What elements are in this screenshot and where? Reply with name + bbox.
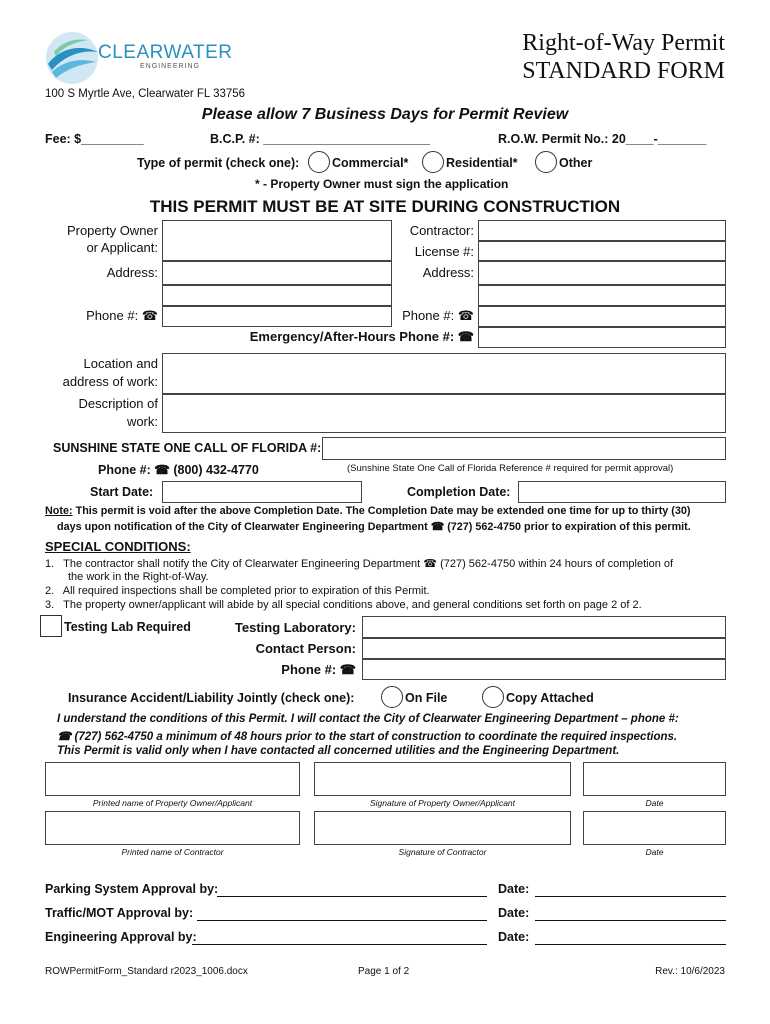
agreement-line-1: I understand the conditions of this Permit. I will contact the City of Clearwater Engineering Department – phone #: xyxy=(57,713,679,725)
contractor-address-input-2[interactable] xyxy=(478,285,726,306)
residential-label: Residential* xyxy=(446,156,518,170)
fee-field[interactable]: Fee: $_________ xyxy=(45,132,144,146)
phone-icon: ☎ xyxy=(57,731,72,743)
engineering-approval-line[interactable] xyxy=(192,944,487,945)
license-label: License #: xyxy=(414,244,474,259)
owner-name-input[interactable] xyxy=(162,220,392,261)
site-banner: THIS PERMIT MUST BE AT SITE DURING CONSTRUCTION xyxy=(149,197,621,216)
logo-sub: ENGINEERING xyxy=(140,63,201,70)
license-input[interactable] xyxy=(478,241,726,261)
sunshine-phone-label: Phone #: xyxy=(98,463,151,477)
footer-filename: ROWPermitForm_Standard r2023_1006.docx xyxy=(45,966,248,977)
testing-laboratory-input[interactable] xyxy=(362,616,726,638)
owner-signature-caption: Signature of Property Owner/Applicant xyxy=(369,798,516,808)
office-address: 100 S Myrtle Ave, Clearwater FL 33756 xyxy=(45,88,246,100)
contractor-printed-name-caption: Printed name of Contractor xyxy=(121,847,224,857)
permit-type-label: Type of permit (check one): xyxy=(137,156,300,170)
location-label-1: Location and xyxy=(83,356,158,371)
start-date-input[interactable] xyxy=(162,481,362,503)
emergency-phone-label: Emergency/After-Hours Phone #: ☎ xyxy=(250,329,474,345)
traffic-date-label: Date: xyxy=(498,906,530,920)
owner-phone-label: Phone #: ☎ xyxy=(86,308,158,324)
contractor-printed-name-input[interactable] xyxy=(45,811,300,845)
owner-date-input[interactable] xyxy=(583,762,726,796)
testing-laboratory-label: Testing Laboratory: xyxy=(234,620,356,635)
owner-label-1: Property Owner xyxy=(66,223,158,238)
condition-num: 3. xyxy=(45,599,55,611)
sunshine-phone-number: (800) 432-4770 xyxy=(173,463,259,477)
location-input[interactable] xyxy=(162,353,726,394)
condition-text: (727) 562-4750 within 24 hours of completion of xyxy=(440,558,674,570)
start-date-label: Start Date: xyxy=(90,485,154,499)
agreement-line-2 xyxy=(57,729,677,743)
commercial-radio[interactable] xyxy=(308,151,330,173)
page-title: Right-of-Way Permit xyxy=(522,30,725,56)
testing-lab-label: Testing Lab Required xyxy=(64,620,191,634)
condition-text: The property owner/applicant will abide by all special conditions above, and general conditions set forth on page 2 of 2. xyxy=(63,599,642,611)
logo-swoosh-icon xyxy=(44,30,100,86)
on-file-label: On File xyxy=(405,691,448,705)
contractor-signature-input[interactable] xyxy=(314,811,571,845)
copy-attached-label: Copy Attached xyxy=(506,691,594,705)
condition-item xyxy=(45,599,642,611)
condition-text: The contractor shall notify the City of Clearwater Engineering Department xyxy=(63,558,421,570)
owner-address-input-1[interactable] xyxy=(162,261,392,285)
contact-person-input[interactable] xyxy=(362,638,726,659)
page-subtitle: STANDARD FORM xyxy=(522,58,725,84)
special-conditions-title: SPECIAL CONDITIONS: xyxy=(45,539,191,554)
row-permit-field[interactable]: R.O.W. Permit No.: 20____-_______ xyxy=(498,132,707,146)
engineering-date-label: Date: xyxy=(498,930,530,944)
engineering-approval-label: Engineering Approval by: xyxy=(45,930,197,944)
note-line-1: This permit is void after the above Completion Date. The Completion Date may be extended one time for up to thirty (30) xyxy=(72,505,691,517)
owner-sign-note: * - Property Owner must sign the application xyxy=(255,177,509,191)
parking-approval-label: Parking System Approval by: xyxy=(45,882,219,896)
on-file-radio[interactable] xyxy=(381,686,403,708)
traffic-approval-label: Traffic/MOT Approval by: xyxy=(45,906,194,920)
contractor-name-input[interactable] xyxy=(478,220,726,241)
parking-approval-line[interactable] xyxy=(217,896,487,897)
contractor-address-label: Address: xyxy=(422,265,474,280)
condition-num: 2. xyxy=(45,585,55,597)
completion-date-input[interactable] xyxy=(518,481,726,503)
owner-date-caption: Date xyxy=(645,798,664,808)
description-label-2: work: xyxy=(126,414,158,429)
contact-person-label: Contact Person: xyxy=(255,641,356,656)
condition-item xyxy=(45,557,673,570)
logo-name: CLEARWATER xyxy=(98,42,233,63)
note-line-2b: (727) 562-4750 prior to expiration of this permit. xyxy=(447,521,691,533)
copy-attached-radio[interactable] xyxy=(482,686,504,708)
contractor-phone-label: Phone #: ☎ xyxy=(402,308,474,324)
sunshine-label: SUNSHINE STATE ONE CALL OF FLORIDA #: xyxy=(53,441,322,455)
contractor-address-input-1[interactable] xyxy=(478,261,726,285)
parking-date-label: Date: xyxy=(498,882,530,896)
note-label: Note: xyxy=(45,505,73,517)
note-line-2a: days upon notification of the City of Clearwater Engineering Department xyxy=(57,521,428,533)
owner-address-label: Address: xyxy=(106,265,158,280)
bcp-field[interactable]: B.C.P. #: ________________________ xyxy=(210,132,431,146)
owner-signature-input[interactable] xyxy=(314,762,571,796)
testing-lab-checkbox[interactable] xyxy=(40,615,62,637)
review-note: Please allow 7 Business Days for Permit Review xyxy=(201,106,569,123)
logo xyxy=(44,30,234,86)
location-label-2: address of work: xyxy=(62,374,158,389)
phone-icon: ☎ xyxy=(423,558,437,570)
description-input[interactable] xyxy=(162,394,726,433)
phone-icon: ☎ xyxy=(430,521,445,533)
owner-address-input-2[interactable] xyxy=(162,285,392,306)
testing-phone-label: Phone #: ☎ xyxy=(281,662,356,678)
contractor-label: Contractor: xyxy=(409,223,474,238)
condition-item-cont: the work in the Right-of-Way. xyxy=(68,571,209,583)
void-note-2 xyxy=(57,520,691,533)
residential-radio[interactable] xyxy=(422,151,444,173)
traffic-date-line[interactable] xyxy=(535,920,726,921)
footer-revision: Rev.: 10/6/2023 xyxy=(655,966,725,977)
emergency-phone-input[interactable] xyxy=(478,327,726,348)
condition-text: All required inspections shall be completed prior to expiration of this Permit. xyxy=(62,585,430,597)
testing-phone-input[interactable] xyxy=(362,659,726,680)
other-label: Other xyxy=(559,156,593,170)
description-label-1: Description of xyxy=(78,396,158,411)
condition-item xyxy=(45,585,430,597)
owner-printed-name-caption: Printed name of Property Owner/Applicant xyxy=(92,798,253,808)
contractor-date-input[interactable] xyxy=(583,811,726,845)
commercial-label: Commercial* xyxy=(332,156,409,170)
parking-date-line[interactable] xyxy=(535,896,726,897)
sunshine-input[interactable] xyxy=(322,437,726,460)
engineering-date-line[interactable] xyxy=(535,944,726,945)
agreement-line-3: This Permit is valid only when I have contacted all concerned utilities and the Engineering Department. xyxy=(57,745,620,757)
insurance-label: Insurance Accident/Liability Jointly (check one): xyxy=(68,691,355,705)
contractor-date-caption: Date xyxy=(645,847,664,857)
contractor-phone-input[interactable] xyxy=(478,306,726,327)
owner-printed-name-input[interactable] xyxy=(45,762,300,796)
traffic-approval-line[interactable] xyxy=(197,920,487,921)
owner-phone-input[interactable] xyxy=(162,306,392,327)
contractor-signature-caption: Signature of Contractor xyxy=(398,847,487,857)
void-note xyxy=(45,505,691,517)
other-radio[interactable] xyxy=(535,151,557,173)
phone-icon: ☎ xyxy=(154,463,170,477)
sunshine-phone xyxy=(98,462,259,477)
footer-page: Page 1 of 2 xyxy=(358,966,410,977)
owner-label-2: or Applicant: xyxy=(86,240,158,255)
condition-num: 1. xyxy=(45,558,55,570)
sunshine-ref-note: (Sunshine State One Call of Florida Reference # required for permit approval) xyxy=(347,463,674,474)
completion-date-label: Completion Date: xyxy=(407,485,511,499)
agreement-line-2-text: (727) 562-4750 a minimum of 48 hours prior to the start of construction to coordinate the required inspections. xyxy=(74,731,678,743)
